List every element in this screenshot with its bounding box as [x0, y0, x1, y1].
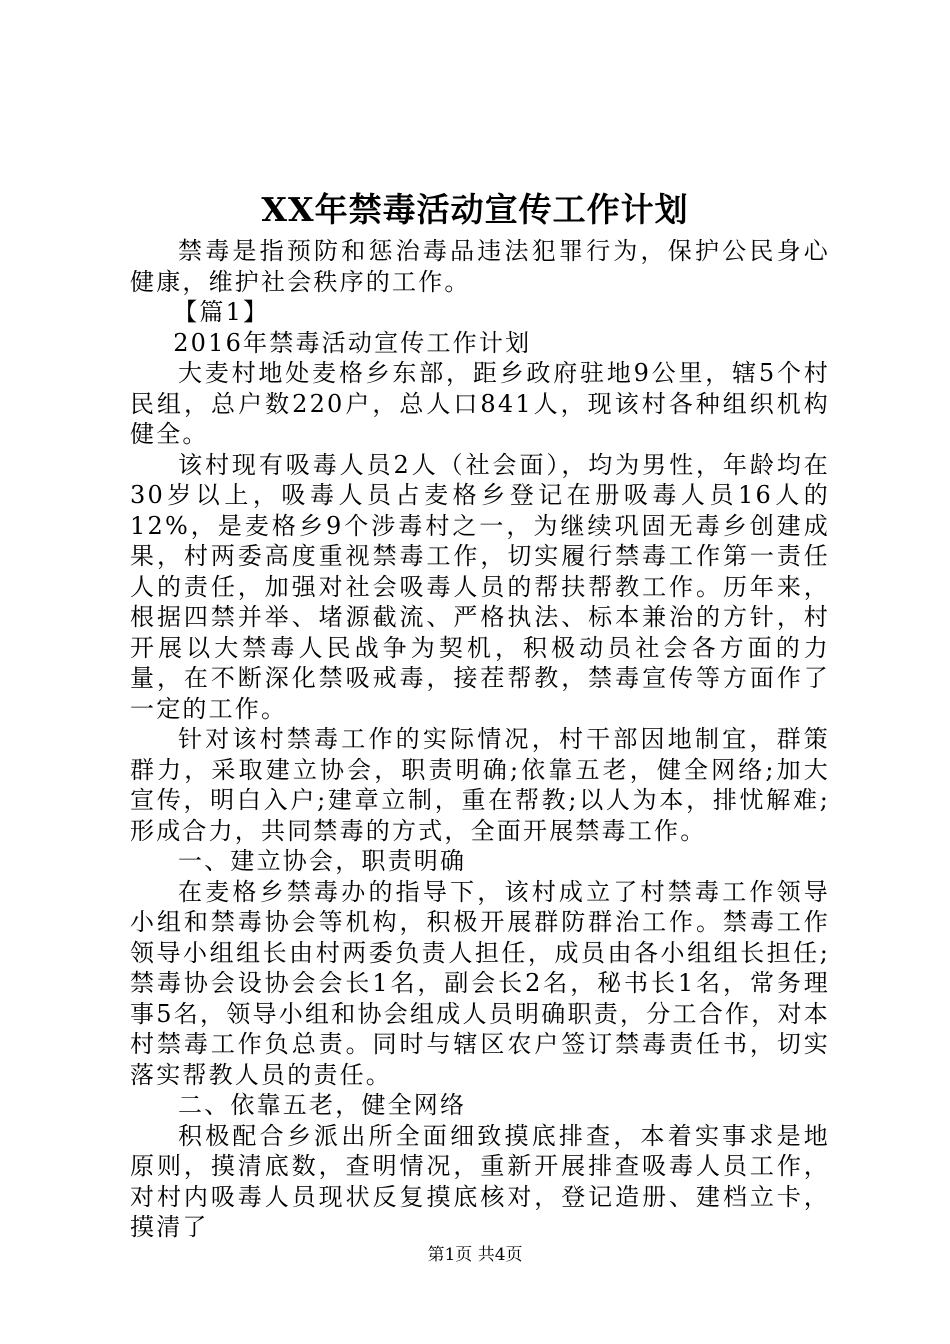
- paragraph: 该村现有吸毒人员2人（社会面），均为男性，年龄均在30岁以上，吸毒人员占麦格乡登记在册吸毒人员16人的12%，是麦格乡9个涉毒村之一，为继续巩固无毒乡创建成果，村两委高度重视禁毒工作，切实履行禁毒工作第一责任人的责任，加强对社会吸毒人员的帮扶帮教工作。历年来，根据四禁并举、堵源截流、严格执法、标本兼治的方针，村开展以大禁毒人民战争为契机，积极动员社会各方面的力量，在不断深化禁吸戒毒，接茬帮教，禁毒宣传等方面作了一定的工作。: [130, 450, 830, 723]
- paragraph: 大麦村地处麦格乡东部，距乡政府驻地9公里，辖5个村民组，总户数220户，总人口841人，现该村各种组织机构健全。: [130, 359, 830, 448]
- paragraph: 针对该村禁毒工作的实际情况，村干部因地制宜，群策群力，采取建立协会，职责明确;依靠五老，健全网络;加大宣传，明白入户;建章立制，重在帮教;以人为本，排忧解难;形成合力，共同禁毒的方式，全面开展禁毒工作。: [130, 725, 830, 845]
- section-heading: 二、依靠五老，健全网络: [178, 1091, 467, 1119]
- paragraph: 积极配合乡派出所全面细致摸底排查，本着实事求是地原则，摸清底数，查明情况，重新开展排查吸毒人员工作，对村内吸毒人员现状反复摸底核对，登记造册、建档立卡，摸清了: [130, 1121, 830, 1241]
- document-body: [130, 236, 830, 1243]
- section-heading: 一、建立协会，职责明确: [178, 847, 467, 875]
- document-title: XX年禁毒活动宣传工作计划: [261, 190, 689, 229]
- page-footer: 第1页 共4页: [427, 1245, 523, 1265]
- subtitle: 2016年禁毒活动宣传工作计划: [173, 328, 532, 357]
- section-marker: 【篇1】: [173, 298, 270, 326]
- paragraph: 在麦格乡禁毒办的指导下，该村成立了村禁毒工作领导小组和禁毒协会等机构，积极开展群防群治工作。禁毒工作领导小组组长由村两委负责人担任，成员由各小组组长担任;禁毒协会设协会会长1名，副会长2名，秘书长1名，常务理事5名，领导小组和协会组成人员明确职责，分工合作，对本村禁毒工作负总责。同时与辖区农户签订禁毒责任书，切实落实帮教人员的责任。: [130, 877, 830, 1089]
- paragraph-intro: 禁毒是指预防和惩治毒品违法犯罪行为，保护公民身心健康，维护社会秩序的工作。: [130, 237, 830, 296]
